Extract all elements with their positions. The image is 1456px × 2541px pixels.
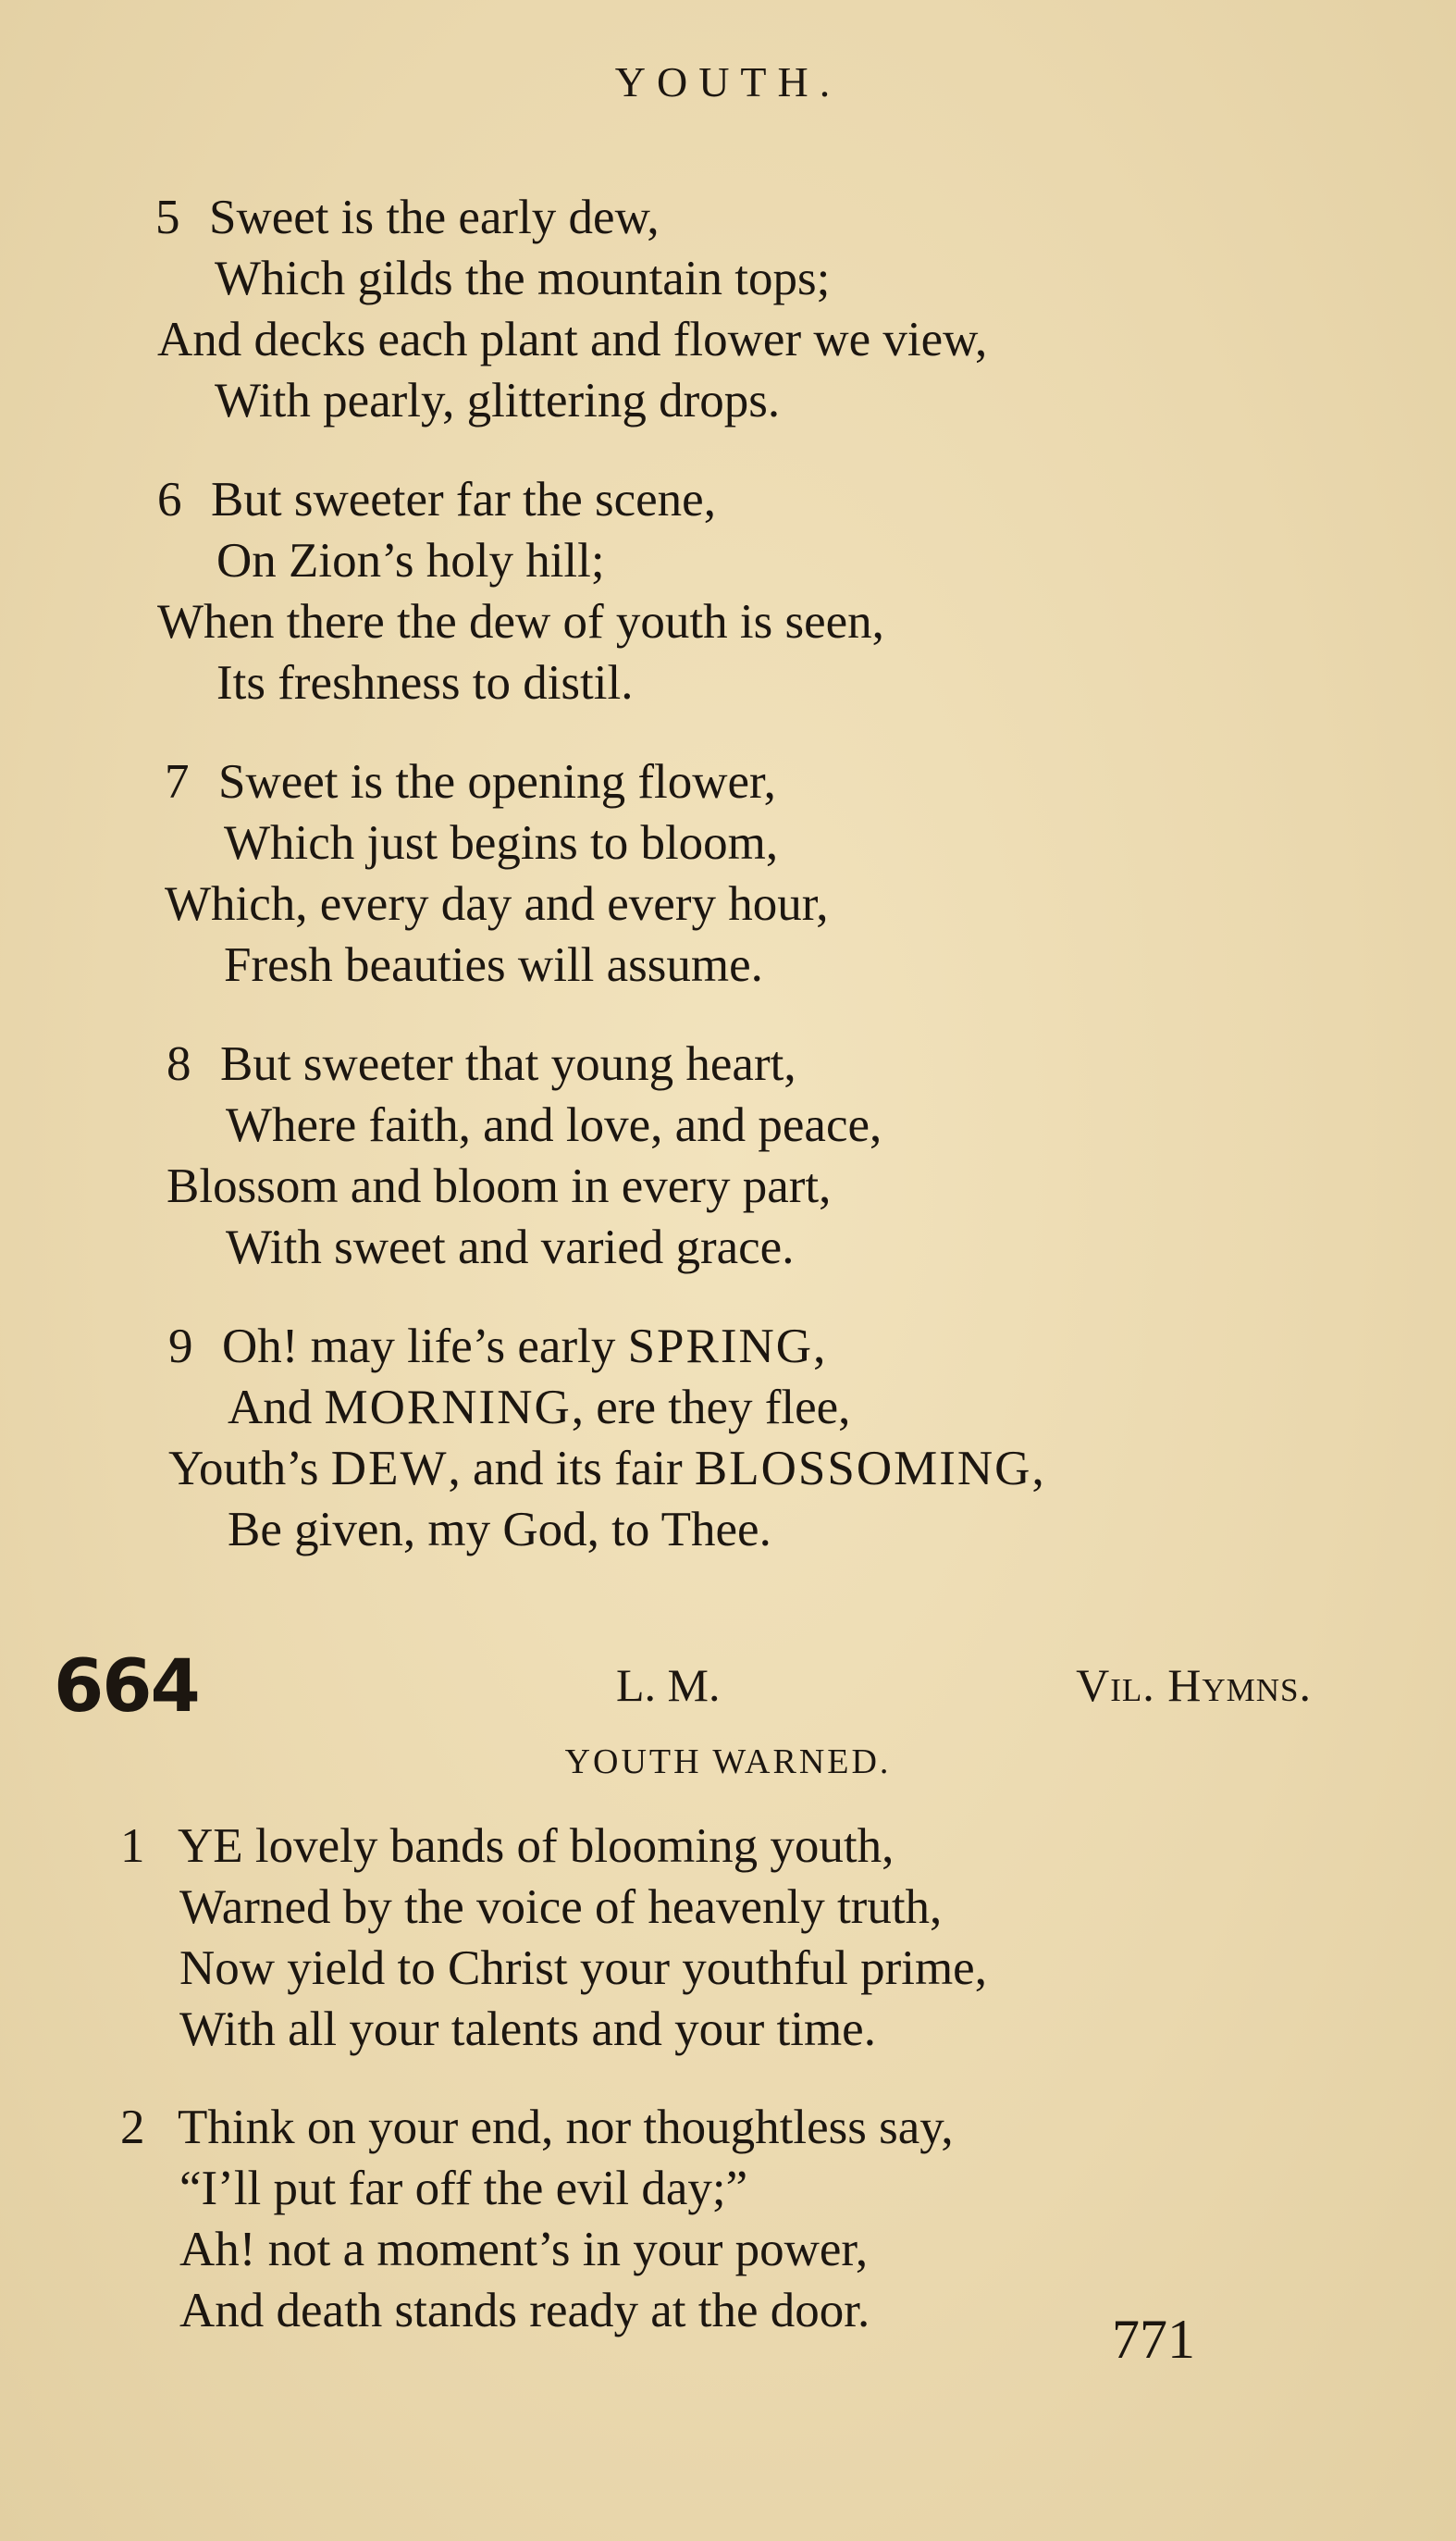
hymn-meter: L. M.	[616, 1659, 721, 1711]
verse-line: Warned by the voice of heavenly truth,	[179, 1880, 943, 1934]
verse-line: Blossom and bloom in every part,	[167, 1159, 832, 1213]
verse-line: With pearly, glittering drops.	[215, 374, 781, 428]
verse-line: 6 But sweeter far the scene,	[157, 469, 884, 530]
page-number: 771	[1112, 2309, 1195, 2370]
verse-line: Which, every day and every hour,	[165, 877, 829, 931]
verse-line: Youth’s DEW, and its fair BLOSSOMING,	[168, 1442, 1044, 1495]
verse-line: Ah! not a moment’s in your power,	[179, 2223, 869, 2276]
verse-line: And decks each plant and flower we view,	[157, 313, 988, 366]
verse-7	[165, 751, 829, 996]
verse-line: With all your talents and your time.	[179, 2002, 876, 2056]
hymn-header	[54, 1645, 1312, 1729]
emphasis-word: BLOSSOMING	[694, 1442, 1032, 1495]
verse-line: Which gilds the mountain tops;	[215, 252, 831, 305]
verse-line: Fresh beauties will assume.	[224, 938, 763, 992]
verse-number: 6	[157, 473, 182, 527]
emphasis-word: DEW	[330, 1442, 449, 1495]
verse-line: Where faith, and love, and peace,	[226, 1098, 882, 1152]
hymn-number: 664	[54, 1645, 199, 1729]
verse-9	[168, 1316, 1044, 1560]
hymn-subtitle: YOUTH WARNED.	[564, 1742, 892, 1781]
verse-number: 1	[120, 1819, 145, 1873]
verse-line: 8 But sweeter that young heart,	[167, 1034, 882, 1095]
verse-number: 9	[168, 1320, 193, 1373]
verse-line: And death stands ready at the door.	[179, 2284, 870, 2337]
verse-line: Be given, my God, to Thee.	[228, 1503, 771, 1556]
running-head: YOUTH.	[614, 58, 842, 105]
verse-line: “I’ll put far off the evil day;”	[179, 2162, 748, 2215]
verse-line: 5 Sweet is the early dew,	[155, 187, 987, 248]
verse-line: And MORNING, ere they flee,	[228, 1381, 851, 1434]
verse-line: 9 Oh! may life’s early SPRING,	[168, 1316, 1044, 1377]
hymn-tune: Vil. Hymns.	[1076, 1659, 1312, 1711]
verse-5	[155, 187, 987, 431]
verse-8	[167, 1034, 882, 1278]
verse-line: 1 YE lovely bands of blooming youth,	[120, 1816, 987, 1877]
verse-number: 7	[165, 755, 190, 809]
verse-line: With sweet and varied grace.	[226, 1221, 795, 1274]
verse-line: 7 Sweet is the opening flower,	[165, 751, 829, 812]
verse-line: Which just begins to bloom,	[224, 816, 779, 870]
hymn-verse-1	[120, 1816, 987, 2060]
emphasis-word: MORNING	[324, 1381, 572, 1434]
verse-line: On Zion’s holy hill;	[216, 534, 605, 588]
verse-line: 2 Think on your end, nor thoughtless say,	[120, 2097, 954, 2158]
verse-number: 8	[167, 1037, 191, 1091]
verse-number: 5	[155, 191, 180, 244]
verse-line: Its freshness to distil.	[216, 656, 634, 710]
verse-6	[157, 469, 884, 713]
verse-number: 2	[120, 2101, 145, 2154]
emphasis-word: SPRING	[627, 1320, 814, 1373]
verse-line: Now yield to Christ your youthful prime,	[179, 1941, 987, 1995]
hymn-verse-2	[120, 2097, 954, 2341]
verse-line: When there the dew of youth is seen,	[157, 595, 884, 649]
